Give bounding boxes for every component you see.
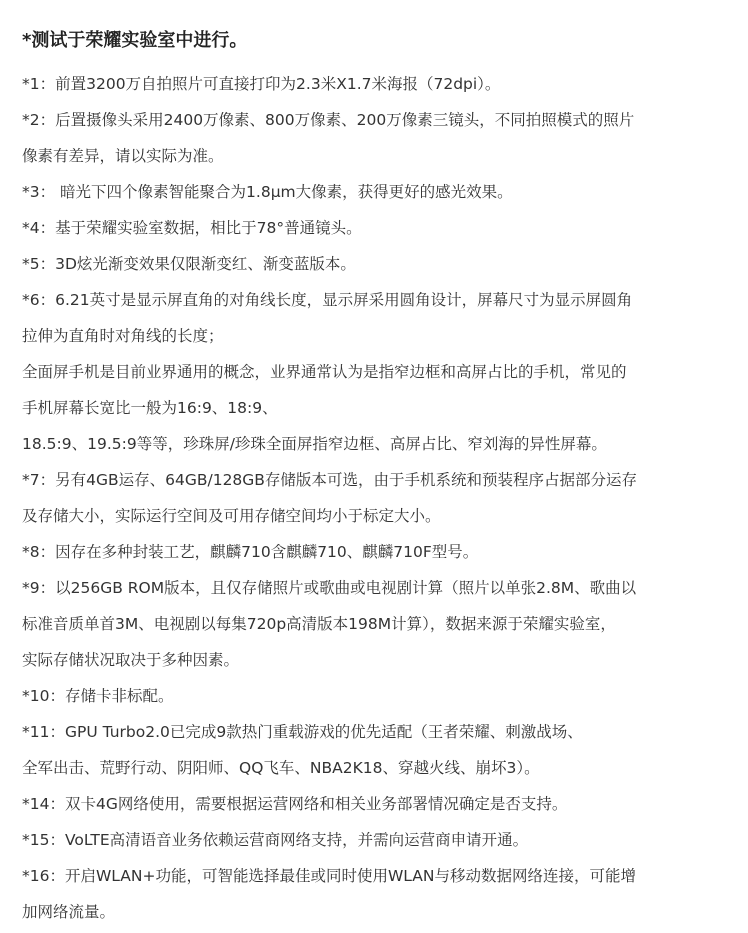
footnote-line: *10：存储卡非标配。 [22, 687, 174, 705]
footnotes-heading: *测试于荣耀实验室中进行。 [22, 30, 248, 51]
footnote-line: *4：基于荣耀实验室数据，相比于78°普通镜头。 [22, 219, 362, 237]
footnote-line: 全军出击、荒野行动、阴阳师、QQ飞车、NBA2K18、穿越火线、崩坏3）。 [22, 759, 540, 777]
footnote-line: 手机屏幕长宽比一般为16:9、18:9、 [22, 399, 278, 417]
footnote-line: 及存储大小，实际运行空间及可用存储空间均小于标定大小。 [22, 507, 441, 525]
footnote-line: 像素有差异，请以实际为准。 [22, 147, 224, 165]
footnote-line: *5：3D炫光渐变效果仅限渐变红、渐变蓝版本。 [22, 255, 356, 273]
footnote-line: 标准音质单首3M、电视剧以每集720p高清版本198M计算），数据来源于荣耀实验室， [22, 615, 616, 633]
footnote-line: *7：另有4GB运存、64GB/128GB存储版本可选，由于手机系统和预装程序占据部分运存 [22, 471, 637, 489]
footnote-line: *1：前置3200万自拍照片可直接打印为2.3米X1.7米海报（72dpi）。 [22, 75, 501, 93]
footnote-line: *3： 暗光下四个像素智能聚合为1.8μm大像素，获得更好的感光效果。 [22, 183, 513, 201]
footnote-line: 加网络流量。 [22, 903, 116, 921]
footnotes-list [22, 66, 732, 930]
footnote-line: *9：以256GB ROM版本，且仅存储照片或歌曲或电视剧计算（照片以单张2.8M、歌曲以 [22, 579, 637, 597]
footnote-line: 实际存储状况取决于多种因素。 [22, 651, 240, 669]
footnote-line: 全面屏手机是目前业界通用的概念，业界通常认为是指窄边框和高屏占比的手机，常见的 [22, 363, 627, 381]
footnote-line: *14：双卡4G网络使用，需要根据运营网络和相关业务部署情况确定是否支持。 [22, 795, 568, 813]
footnote-line: *16：开启WLAN+功能，可智能选择最佳或同时使用WLAN与移动数据网络连接，可能增 [22, 867, 636, 885]
footnote-line: *6：6.21英寸是显示屏直角的对角线长度，显示屏采用圆角设计，屏幕尺寸为显示屏圆角 [22, 291, 633, 309]
footnote-line: *2：后置摄像头采用2400万像素、800万像素、200万像素三镜头，不同拍照模式的照片 [22, 111, 635, 129]
footnote-line: 拉伸为直角时对角线的长度； [22, 327, 224, 345]
footnote-line: *11：GPU Turbo2.0已完成9款热门重载游戏的优先适配（王者荣耀、刺激战场、 [22, 723, 583, 741]
footnote-line: *15：VoLTE高清语音业务依赖运营商网络支持，并需向运营商申请开通。 [22, 831, 529, 849]
footnote-line: 18.5:9、19.5:9等等，珍珠屏/珍珠全面屏指窄边框、高屏占比、窄刘海的异性屏幕。 [22, 435, 607, 453]
footnote-line: *8：因存在多种封装工艺，麒麟710含麒麟710、麒麟710F型号。 [22, 543, 479, 561]
